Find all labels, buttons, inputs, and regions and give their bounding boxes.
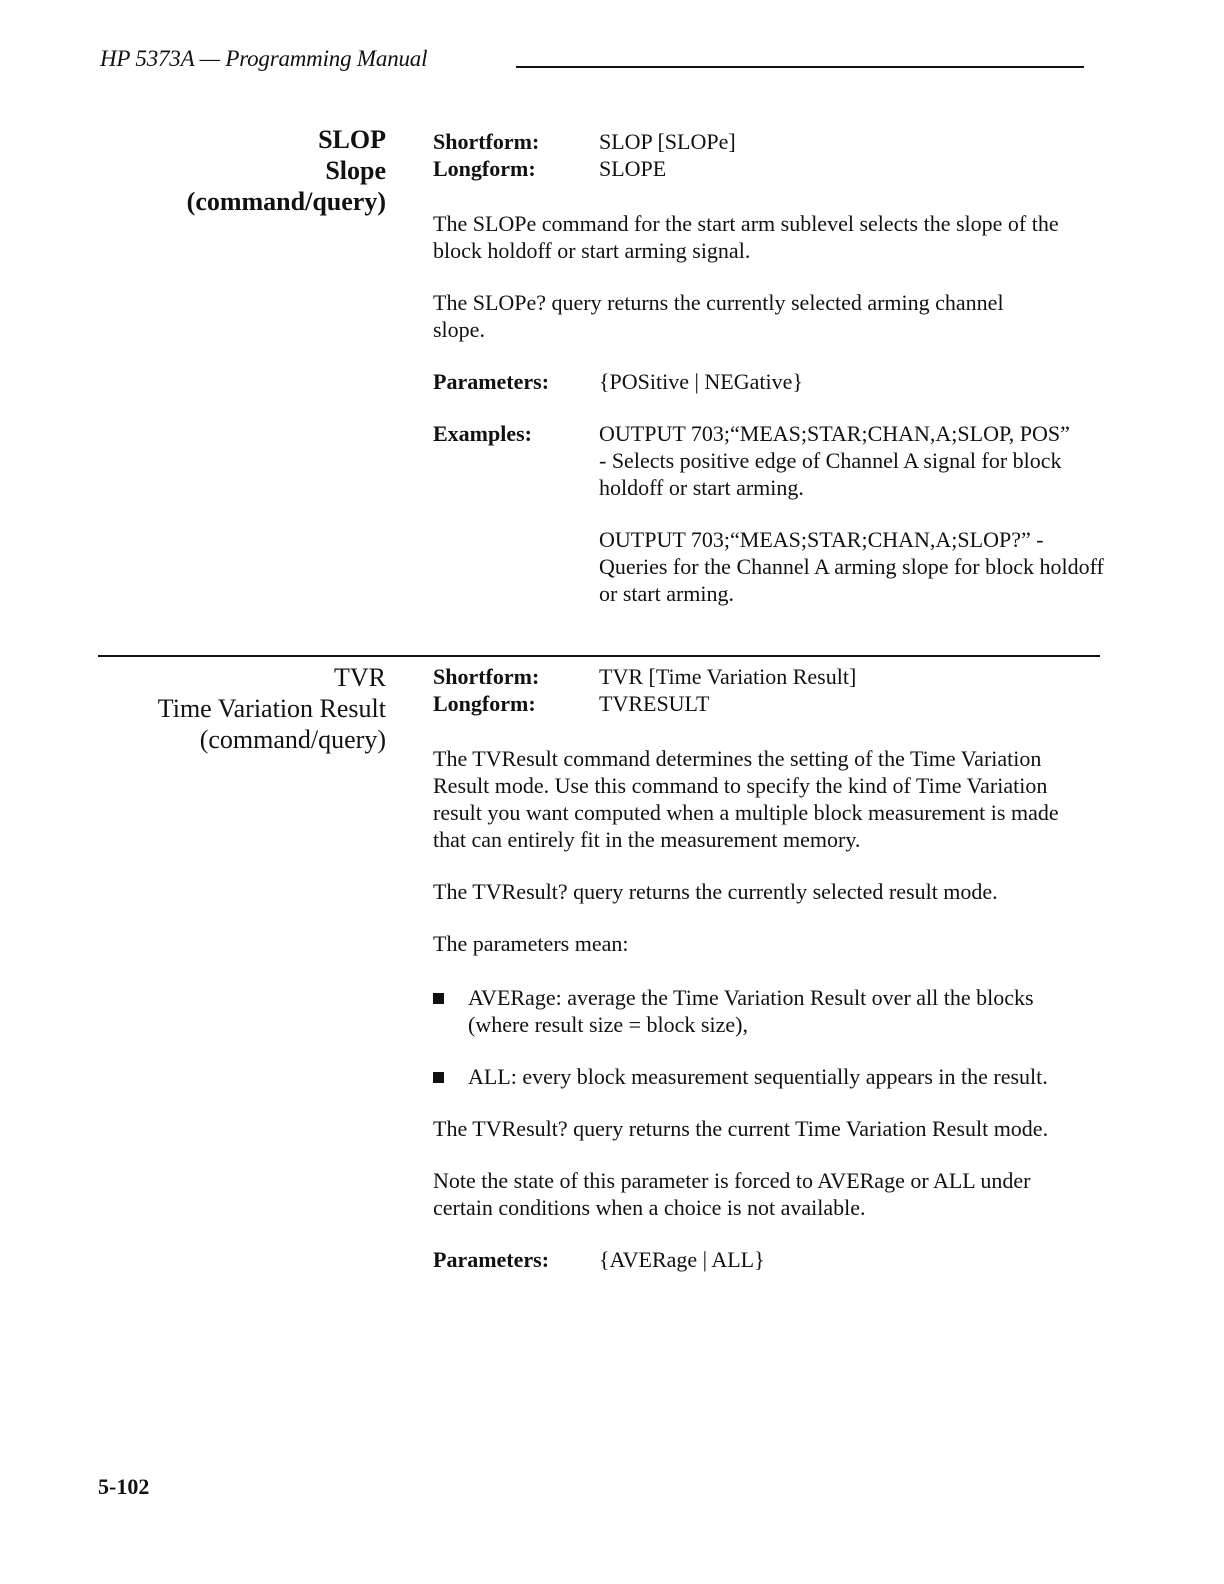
shortform-value: TVR [Time Variation Result] [599,664,857,689]
running-header: HP 5373A — Programming Manual [100,46,428,71]
tvr-type: (command/query) [199,725,386,754]
square-bullet-icon [433,993,444,1004]
tvr-paragraph: The TVResult? query returns the currently selected result mode. [433,879,998,904]
square-bullet-icon [433,1072,444,1083]
example: OUTPUT 703;“MEAS;STAR;CHAN,A;SLOP?” - Queries for the Channel A arming slope for block holdoff or start arming. [599,527,1104,606]
tvr-name: Time Variation Result [157,694,386,723]
list-item [433,984,1083,1038]
slop-longform-row [433,155,1113,182]
longform-value: SLOPE [599,156,667,181]
longform-label: Longform: [433,156,536,181]
slop-paragraph: The SLOPe command for the start arm sublevel selects the slope of the block holdoff or start arming signal. [433,211,1059,263]
parameters-label: Parameters: [433,369,550,394]
longform-value: TVRESULT [599,691,710,716]
tvr-mnemonic: TVR [334,663,386,692]
slop-body [433,128,1113,607]
slop-paragraph: The SLOPe? query returns the currently selected arming channel slope. [433,290,1004,342]
examples-label: Examples: [433,421,532,446]
tvr-body [433,663,1113,1273]
page-number: 5-102 [98,1474,150,1499]
shortform-value: SLOP [SLOPe] [599,129,736,154]
list-item-text: ALL: every block measurement sequentially appears in the result. [468,1064,1048,1089]
parameters-value: {POSitive | NEGative} [599,369,803,394]
slop-parameters-row [433,368,1113,395]
parameters-label: Parameters: [433,1247,550,1272]
list-item-text: AVERage: average the Time Variation Result over all the blocks (where result size = block size), [468,985,1034,1037]
slop-heading [187,124,386,217]
tvr-heading [158,662,386,755]
section-divider [98,655,1100,657]
slop-shortform-row [433,128,1113,155]
slop-examples-row [433,420,1113,607]
slop-mnemonic: SLOP [318,125,386,154]
tvr-paragraph: The TVResult? query returns the current Time Variation Result mode. [433,1116,1049,1141]
slop-name: Slope [325,156,386,185]
example: OUTPUT 703;“MEAS;STAR;CHAN,A;SLOP, POS” - Selects positive edge of Channel A signal for block holdoff or start arming. [599,421,1070,500]
slop-type: (command/query) [186,187,386,216]
list-item [433,1063,1083,1090]
tvr-parameters-row [433,1246,1113,1273]
header-rule [516,66,1084,68]
shortform-label: Shortform: [433,664,540,689]
longform-label: Longform: [433,691,536,716]
tvr-paragraph: The parameters mean: [433,931,629,956]
tvr-paragraph: The TVResult command determines the setting of the Time Variation Result mode. Use this command to specify the kind of Time Variation result you want computed when a multiple block measurement is made that can entirely fit in the measurement memory. [433,746,1059,852]
shortform-label: Shortform: [433,129,540,154]
tvr-longform-row [433,690,1113,717]
tvr-paragraph: Note the state of this parameter is forced to AVERage or ALL under certain conditions when a choice is not available. [433,1168,1031,1220]
tvr-shortform-row [433,663,1113,690]
parameters-value: {AVERage | ALL} [599,1247,765,1272]
tvr-parameter-list [433,984,1083,1090]
